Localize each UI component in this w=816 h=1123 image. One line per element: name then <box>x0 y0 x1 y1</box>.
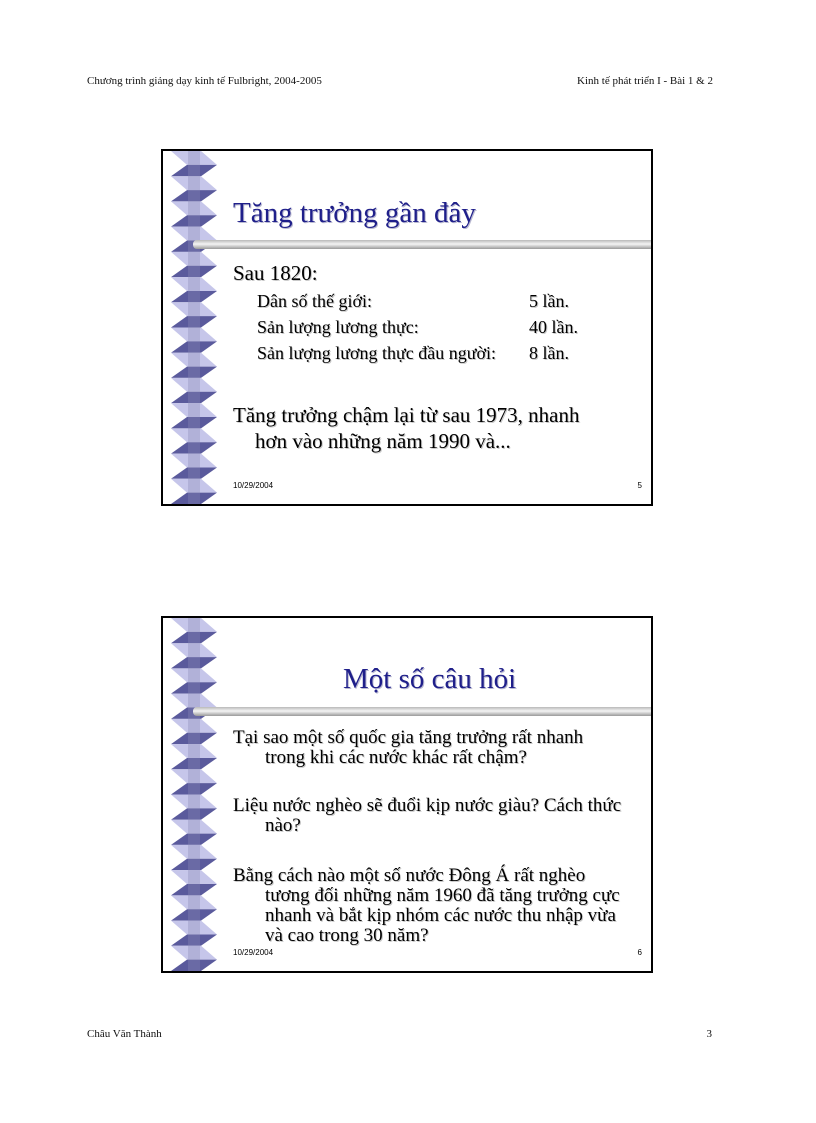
title-rule <box>193 707 651 716</box>
question <box>233 796 621 836</box>
slide-heading: Sau 1820: <box>233 261 318 285</box>
slide-date: 10/29/2004 <box>233 948 274 957</box>
page-footer-author: Châu Văn Thành <box>87 1028 162 1040</box>
stat-label: Dân số thế giới: <box>257 291 373 311</box>
stat-value: 8 lần. <box>529 343 569 363</box>
question-line: tương đối những năm 1960 đã tăng trưởng cực <box>265 885 620 906</box>
question <box>233 866 620 946</box>
question-line: nào? <box>265 815 301 836</box>
page-header-course: Chương trình giảng dạy kinh tế Fulbright, 2004-2005 <box>87 75 322 87</box>
slide-6 <box>161 616 653 973</box>
ribbon-decoration <box>167 151 221 504</box>
question-line: trong khi các nước khác rất chậm? <box>265 747 527 768</box>
stat-row <box>257 291 569 312</box>
stat-value: 5 lần. <box>529 291 569 311</box>
slide-5 <box>161 149 653 506</box>
slide-title: Một số câu hỏi <box>343 663 517 695</box>
stat-row <box>257 317 578 338</box>
slide-number: 5 <box>637 481 642 490</box>
page-number: 3 <box>706 1028 712 1040</box>
page-header-lesson: Kinh tế phát triển I - Bài 1 & 2 <box>577 75 713 87</box>
question-line: Tại sao một số quốc gia tăng trưởng rất nhanh <box>233 727 584 748</box>
question-line: và cao trong 30 năm? <box>265 925 429 946</box>
title-rule <box>193 240 651 249</box>
stat-label: Sản lượng lương thực: <box>257 317 419 337</box>
question <box>233 728 583 768</box>
slide-date: 10/29/2004 <box>233 481 274 490</box>
ribbon-rod <box>188 618 200 971</box>
slide-paragraph <box>233 402 579 454</box>
question-line: nhanh và bắt kịp nhóm các nước thu nhập vừa <box>265 905 616 926</box>
ribbon-decoration <box>167 618 221 971</box>
stat-row <box>257 343 569 364</box>
paragraph-line: hơn vào những năm 1990 và... <box>255 429 511 453</box>
slide-number: 6 <box>637 948 642 957</box>
question-line: Liệu nước nghèo sẽ đuổi kịp nước giàu? Cách thức <box>233 795 622 816</box>
stat-label: Sản lượng lương thực đầu người: <box>257 343 497 363</box>
question-line: Bằng cách nào một số nước Đông Á rất nghèo <box>233 865 586 886</box>
slide-title: Tăng trưởng gần đây <box>233 197 476 229</box>
paragraph-line: Tăng trưởng chậm lại từ sau 1973, nhanh <box>233 403 580 427</box>
ribbon-rod <box>188 151 200 504</box>
stat-value: 40 lần. <box>529 317 578 337</box>
